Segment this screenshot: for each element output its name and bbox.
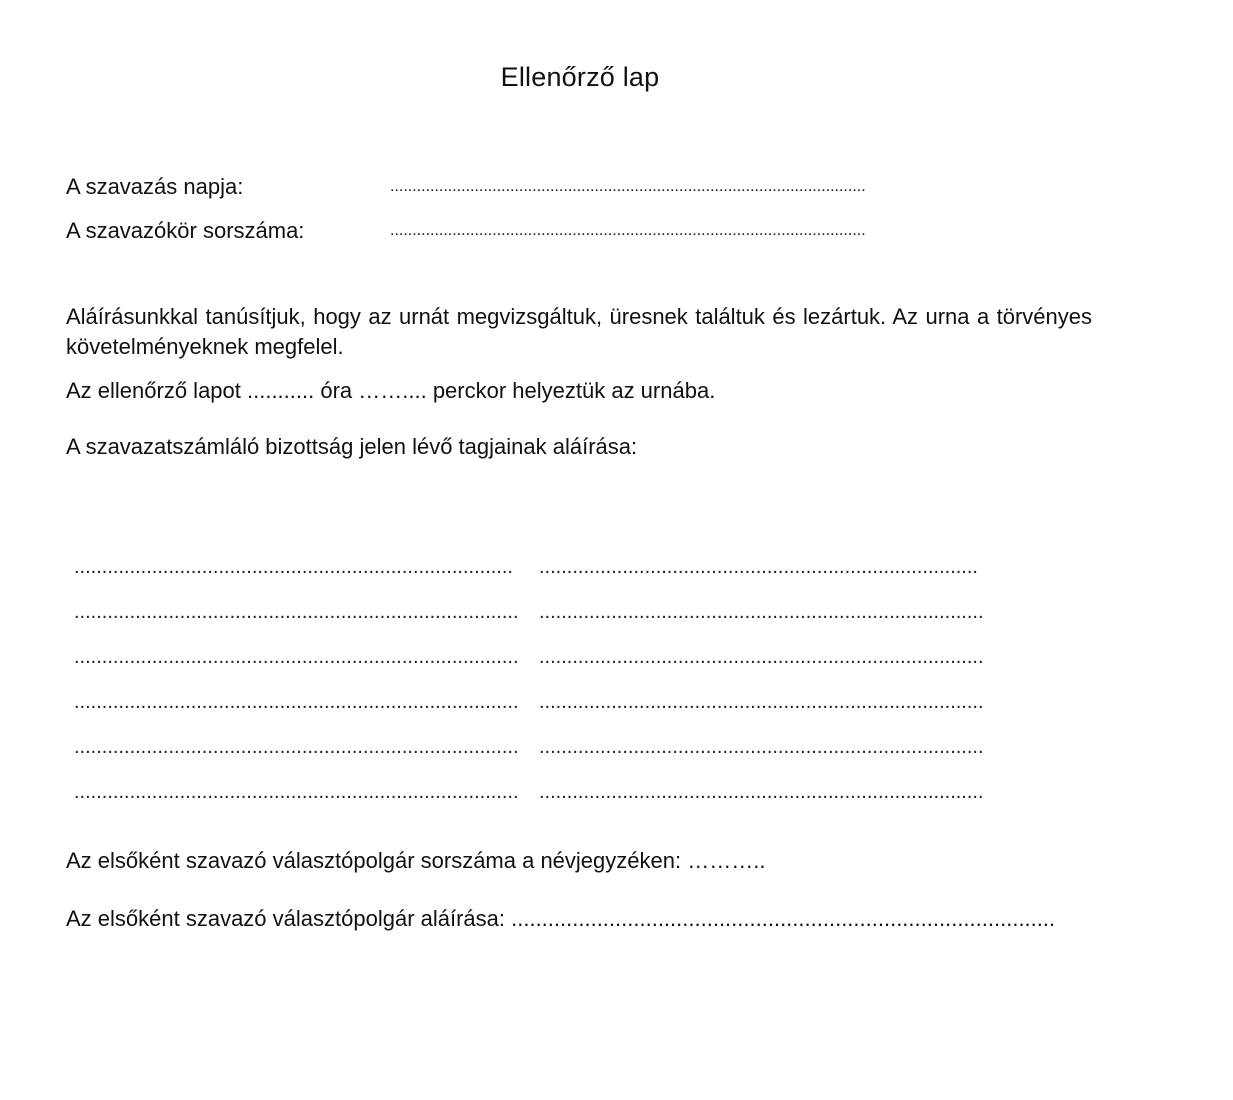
time-line: Az ellenőrző lapot ........... óra …….... perckor helyeztük az urnába. [66, 378, 716, 403]
page-title: Ellenőrző lap [500, 62, 660, 92]
field-dots: ........................................................................................................... [390, 222, 866, 239]
members-heading: A szavazatszámláló bizottság jelen lévő tagjainak aláírása: [66, 434, 638, 459]
signature-line-right: ................................................................................ [539, 646, 984, 668]
signature-row [74, 597, 984, 642]
certification-paragraph: Aláírásunkkal tanúsítjuk, hogy az urnát megvizsgáltuk, üresnek találtuk és lezártuk. Az urna a törvényes követelményeknek megfelel. [66, 304, 1092, 359]
field-dots: ........................................................................................................... [390, 178, 866, 195]
signature-grid [74, 552, 984, 822]
signature-line-right: ............................................................................... [539, 556, 978, 578]
signature-line-right: ................................................................................ [539, 691, 984, 713]
first-voter-number-line: Az elsőként szavazó választópolgár sorszáma a névjegyzéken: ……….. [66, 848, 766, 873]
signature-line-right: ................................................................................ [539, 601, 984, 623]
signature-row [74, 732, 984, 777]
signature-row [74, 552, 978, 597]
signature-line-right: ................................................................................ [539, 781, 984, 803]
signature-row [74, 777, 984, 822]
signature-line-left: ................................................................................ [74, 691, 519, 713]
signature-row [74, 642, 984, 687]
field-label: A szavazókör sorszáma: [66, 218, 305, 243]
signature-row [74, 687, 984, 732]
signature-line-left: ................................................................................ [74, 601, 519, 623]
signature-line-left: ................................................................................ [74, 646, 519, 668]
first-voter-signature-line: Az elsőként szavazó választópolgár aláírása: ......................................................................................... [66, 906, 1056, 931]
signature-line-right: ................................................................................ [539, 736, 984, 758]
signature-line-left: ................................................................................ [74, 781, 519, 803]
signature-line-left: ............................................................................... [74, 556, 513, 578]
signature-line-left: ................................................................................ [74, 736, 519, 758]
field-label: A szavazás napja: [66, 174, 244, 199]
